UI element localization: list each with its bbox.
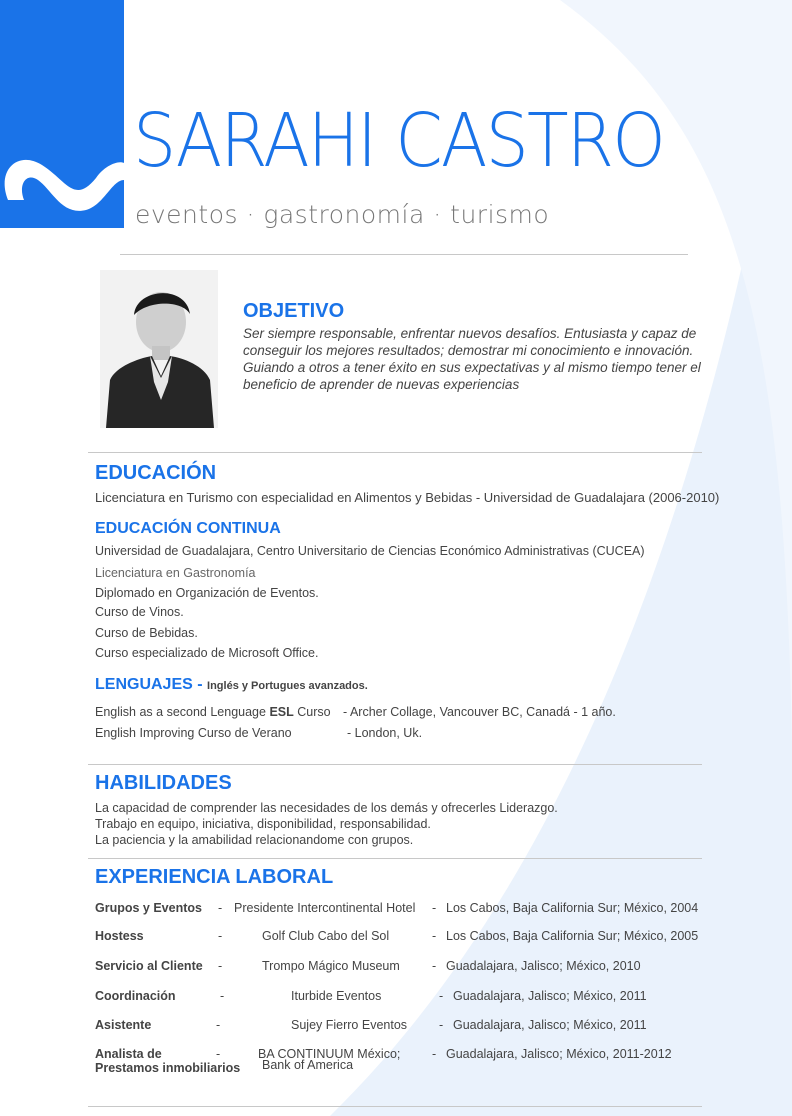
exp-role-text: Asistente [95, 1018, 152, 1032]
exp-dash: - [432, 959, 437, 973]
exp-role [95, 901, 202, 915]
exp-company: Iturbide Eventos [291, 989, 382, 1003]
exp-location: Guadalajara, Jalisco; México, 2011-2012 [446, 1047, 672, 1061]
lenguajes-title: LENGUAJES - [95, 676, 203, 693]
exp-company: Presidente Intercontinental Hotel [234, 901, 416, 915]
experiencia-title: EXPERIENCIA LABORAL [95, 866, 334, 888]
exp-role-text: Coordinación [95, 989, 176, 1003]
objetivo-line: Guiando a otros a tener éxito en sus expectativas y al mismo tiempo tener el [243, 360, 701, 375]
exp-location: Guadalajara, Jalisco; México, 2011 [453, 1018, 647, 1032]
exp-role [95, 1047, 162, 1061]
objetivo-text [243, 325, 743, 393]
exp-location: Los Cabos, Baja California Sur; México, 2004 [446, 901, 699, 915]
educacion-text: Licenciatura en Turismo con especialidad en Alimentos y Bebidas - Universidad de Guadalajara (2006-2010) [95, 490, 720, 505]
educacion-continua-item: Curso de Vinos. [95, 605, 184, 619]
exp-dash: - [432, 901, 437, 915]
candidate-name: SARAHI CASTRO [133, 98, 664, 184]
educacion-continua-item: Curso de Bebidas. [95, 626, 198, 640]
lenguaje-course: English Improving Curso de Verano [95, 726, 292, 740]
exp-location: Guadalajara, Jalisco; México, 2010 [446, 959, 641, 973]
habilidad-line: La paciencia y la amabilidad relacionandome con grupos. [95, 833, 414, 847]
exp-dash: - [216, 1047, 221, 1061]
exp-role-text: Analista de [95, 1047, 162, 1061]
exp-company: Sujey Fierro Eventos [291, 1018, 408, 1032]
habilidad-line: Trabajo en equipo, iniciativa, disponibilidad, responsabilidad. [95, 817, 431, 831]
exp-location: Guadalajara, Jalisco; México, 2011 [453, 989, 647, 1003]
educacion-continua-item: Diplomado en Organización de Eventos. [95, 586, 319, 600]
objetivo-line: Ser siempre responsable, enfrentar nuevos desafíos. Entusiasta y capaz de [243, 326, 697, 341]
objetivo-line: conseguir los mejores resultados; demostrar mi conocimiento e innovación. [243, 343, 694, 358]
tagline: eventos · gastronomía · turismo [135, 200, 550, 229]
lenguaje-course-text: Curso [293, 705, 331, 719]
lenguajes-heading [95, 676, 368, 694]
exp-dash: - [439, 1018, 444, 1032]
exp-dash: - [432, 929, 437, 943]
exp-company: Golf Club Cabo del Sol [262, 929, 390, 943]
educacion-title: EDUCACIÓN [95, 462, 217, 484]
exp-role [95, 1018, 151, 1032]
exp-dash: - [220, 989, 225, 1003]
exp-dash: - [432, 1047, 437, 1061]
exp-company: Trompo Mágico Museum [262, 959, 400, 973]
exp-dash: - [216, 1018, 221, 1032]
profile-photo [100, 270, 218, 428]
educacion-continua-item: Universidad de Guadalajara, Centro Universitario de Ciencias Económico Administrativas (CUCEA) [95, 544, 645, 558]
lenguajes-note: Inglés y Portugues avanzados. [207, 680, 368, 692]
lenguaje-course-bold: ESL [269, 705, 294, 719]
exp-dash: - [218, 959, 223, 973]
habilidad-line: La capacidad de comprender las necesidades de los demás y ofrecerles Liderazgo. [95, 801, 558, 815]
exp-role-text: Hostess [95, 929, 144, 943]
divider [88, 1106, 702, 1107]
divider [120, 254, 688, 255]
lenguaje-place: - Archer Collage, Vancouver BC, Canadá - 1 año. [343, 705, 616, 719]
exp-dash: - [439, 989, 444, 1003]
exp-role-text: Servicio al Cliente [95, 959, 203, 973]
habilidades-title: HABILIDADES [95, 772, 232, 794]
educacion-continua-item: Licenciatura en Gastronomía [95, 566, 256, 580]
divider [88, 452, 702, 453]
divider [88, 764, 702, 765]
exp-company: BA CONTINUUM México; [258, 1047, 401, 1061]
lenguaje-course-text: English as a second Lenguage [95, 705, 270, 719]
objetivo-line: beneficio de aprender de nuevas experiencias [243, 377, 520, 392]
exp-role [95, 989, 176, 1003]
lenguaje-course [95, 705, 331, 719]
exp-role-text: Prestamos inmobiliarios [95, 1061, 241, 1075]
divider [88, 858, 702, 859]
exp-role [95, 1061, 240, 1075]
objetivo-title: OBJETIVO [243, 300, 345, 322]
exp-company: Bank of America [262, 1058, 354, 1072]
lenguaje-place: - London, Uk. [347, 726, 423, 740]
exp-role [95, 929, 144, 943]
educacion-continua-title: EDUCACIÓN CONTINUA [95, 520, 281, 537]
exp-role-text: Grupos y Eventos [95, 901, 202, 915]
educacion-continua-item: Curso especializado de Microsoft Office. [95, 646, 319, 660]
exp-dash: - [218, 929, 223, 943]
exp-dash: - [218, 901, 223, 915]
exp-role [95, 959, 203, 973]
exp-location: Los Cabos, Baja California Sur; México, 2005 [446, 929, 699, 943]
